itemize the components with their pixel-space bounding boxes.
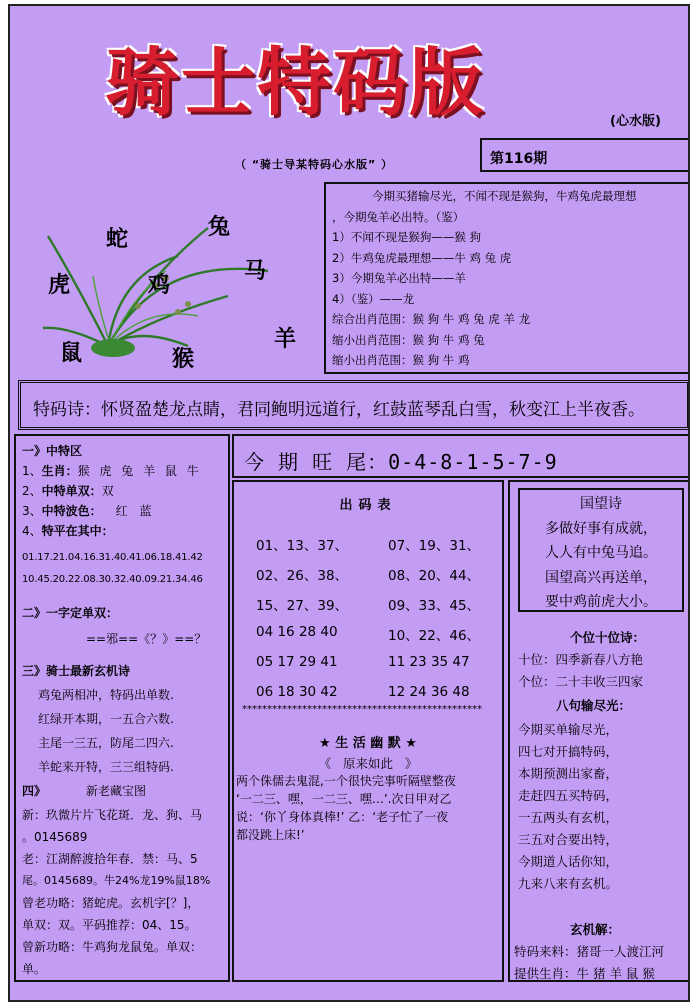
zone-item [22, 522, 114, 539]
guowang-poem-box [518, 488, 684, 612]
prediction-line: 4）（鉴）——龙 [332, 291, 415, 306]
eight-lines-line: 三五对合要出特， [518, 832, 619, 847]
star-divider: ************************************************ [242, 704, 482, 715]
prediction-line: 3）今期兔羊必出特——羊 [332, 271, 466, 285]
animal-goat: 羊 [274, 326, 297, 352]
special-code-poem-bar [18, 380, 690, 430]
zone-item-label: 中特单双： [41, 484, 102, 498]
number-cell: 05 17 29 41 [256, 654, 338, 670]
humor-title: ★ 生 活 幽 默 ★ [319, 736, 417, 751]
prediction-line: 缩小出肖范围：猴 狗 牛 鸡 [332, 353, 470, 367]
animal-snake: 蛇 [106, 226, 129, 252]
zone-item-num: 4、 [22, 524, 42, 538]
number-list: 01.17.21.04.16.31.40.41.06.18.41.42 [22, 552, 203, 563]
section-title-knight-poem: 三》骑士最新玄机诗 [22, 664, 131, 678]
lucky-tail-bar [232, 434, 690, 478]
newspaper-page [8, 4, 690, 1002]
animal-rat: 鼠 [60, 340, 83, 366]
treasure-map-title: 新老藏宝图 [86, 784, 147, 798]
prediction-line: 2）牛鸡兔虎最理想——牛 鸡 兔 虎 [332, 250, 512, 265]
eight-lines-line: 今期买单输尽光， [518, 722, 619, 737]
number-list: 10.45.20.22.08.30.32.40.09.21.34.46 [22, 574, 203, 585]
section-title-treasure-map [22, 782, 146, 799]
treasure-line: 曾老功略：猪蛇虎。玄机字[？]， [22, 896, 200, 910]
right-column [508, 480, 690, 982]
animal-rooster: 鸡 [148, 272, 171, 298]
humor-line: ‘一二三、嘿，一二三、嘿…’.次日甲对乙 [236, 792, 452, 806]
digits-poem-line: 个位：二十丰收三四家 [518, 674, 644, 689]
zone-item [22, 482, 114, 499]
zone-item-num: 2、 [22, 484, 42, 498]
eight-lines-line: 四七对开搞特码， [518, 744, 619, 759]
knight-poem-line: 主尾一三五，防尾二四六. [38, 736, 174, 750]
xuanji-line: 特码来料：猪哥一人渡江河 [514, 944, 665, 959]
zone-item-value: 红 蓝 [115, 504, 156, 518]
zone-item-value: 猴 虎 兔 羊 鼠 牛 [77, 464, 202, 478]
lucky-tail-digits: 今 期 旺 尾：0-4-8-1-5-7-9 [244, 450, 558, 474]
humor-line: 都没跳上床!’ [236, 828, 305, 842]
zone-item-value: 双 [101, 484, 114, 498]
prediction-line: 今期买猪输尽光，不闻不现是猴狗，牛鸡兔虎最理想 [372, 189, 637, 203]
issue-number: 第116期 [490, 151, 548, 167]
treasure-line: 尾。0145689。牛24%龙19%鼠18% [22, 874, 211, 887]
prediction-line: 综合出肖范围：猴 狗 牛 鸡 兔 虎 羊 龙 [332, 312, 531, 326]
xuanji-title: 玄机解： [570, 922, 621, 937]
animal-horse: 马 [244, 258, 267, 284]
treasure-line: 曾新功略：牛鸡狗龙鼠兔。单双： [22, 940, 203, 954]
guowang-poem-line: 多做好事有成就， [545, 520, 657, 537]
eight-lines-line: 一五两头有玄机， [518, 810, 619, 825]
digits-poem-title: 个位十位诗： [570, 630, 646, 645]
zone-item [22, 462, 202, 479]
zone-item-label: 特平在其中： [41, 524, 114, 538]
zone-item-label: 中特波色： [41, 504, 102, 518]
animal-tiger: 虎 [48, 272, 71, 298]
number-table-column [232, 480, 504, 982]
xuanji-line: 提供生肖：牛 猪 羊 鼠 猴 [514, 966, 655, 981]
zone-item-label: 生肖： [41, 464, 78, 478]
number-table-title: 出码表 [339, 498, 397, 513]
number-cell: 12 24 36 48 [388, 684, 470, 700]
special-code-poem: 特码诗：怀贤盈楚龙点睛，君同鲍明远道行，红鼓蓝琴乱白雪，秋变江上半夜香。 [33, 400, 645, 420]
guowang-poem-line: 人人有中兔马追。 [545, 545, 657, 561]
prediction-box [324, 182, 690, 374]
treasure-line: 老：江湖醉渡拾年春．禁：马、5 [22, 852, 198, 866]
left-column [14, 434, 230, 982]
humor-line: 说：‘你丫身体真棒!’ 乙：‘老子忙了一夜 [236, 810, 449, 824]
treasure-map-num: 四》 [22, 784, 47, 798]
prediction-line: ，今期兔羊必出特。（鉴） [332, 209, 465, 224]
number-cell: 01、13、37、 [256, 538, 349, 554]
eight-lines-title: 八句输尽光： [556, 698, 632, 713]
eight-lines-line: 走赶四五买特码， [518, 788, 619, 803]
eight-lines-line: 本期预测出家畜， [518, 766, 619, 781]
number-cell: 11 23 35 47 [388, 654, 470, 670]
eight-lines-line: 今期道人话你知， [518, 854, 619, 869]
animal-rabbit: 兔 [208, 214, 231, 240]
eight-lines-line: 九来八来有玄机。 [518, 876, 619, 891]
section-title-odd-even: 二》一字定单双： [22, 606, 119, 620]
section-title-special-zone: 一》中特区 [22, 444, 83, 458]
treasure-line: 。0145689 [22, 830, 88, 844]
humor-subtitle: 《 原来如此 》 [318, 756, 418, 771]
orchid-illustration [38, 216, 318, 376]
number-cell: 08、20、44、 [388, 568, 481, 584]
edition-label: (心水版) [610, 114, 661, 129]
number-cell: 10、22、46、 [388, 628, 481, 644]
number-cell: 09、33、45、 [388, 598, 481, 614]
knight-poem-line: 羊蛇来开特，三三组特码. [38, 760, 174, 774]
masthead-subtitle: （ “骑士导某特码心水版” ） [235, 158, 394, 171]
humor-line: 两个侏儒去鬼混,一个很快完事听隔壁整夜 [236, 774, 456, 788]
number-cell: 07、19、31、 [388, 538, 481, 554]
prediction-line: 缩小出肖范围：猴 狗 牛 鸡 兔 [332, 332, 485, 347]
number-cell: 02、26、38、 [256, 568, 349, 584]
digits-poem-line: 十位：四季新春八方艳 [518, 652, 644, 667]
number-cell: 04 16 28 40 [256, 624, 338, 640]
prediction-line: 1）不闻不现是猴狗——猴 狗 [332, 230, 481, 244]
zone-item [22, 502, 155, 519]
odd-even-riddle: ==邪==《？》==？ [86, 632, 207, 646]
issue-box [480, 138, 688, 172]
knight-poem-line: 红绿开本期，一五合六数. [38, 712, 174, 726]
guowang-poem-title: 国望诗 [580, 496, 622, 512]
zone-item-num: 3、 [22, 504, 42, 518]
zone-item-num: 1、 [22, 464, 42, 478]
number-cell: 06 18 30 42 [256, 684, 338, 700]
masthead-title: 骑士特码版 [105, 40, 485, 126]
treasure-line: 单双：双。平码推荐：04、15。 [22, 918, 197, 932]
knight-poem-line: 鸡兔两相冲，特码出单数. [38, 688, 174, 702]
number-cell: 15、27、39、 [256, 598, 349, 614]
guowang-poem-line: 国望高兴再送单， [545, 569, 657, 586]
treasure-line: 单。 [22, 962, 47, 976]
animal-monkey: 猴 [172, 346, 195, 372]
treasure-line: 新：玖微片片飞花斑．龙、狗、马 [22, 808, 203, 822]
guowang-poem-line: 要中鸡前虎大小。 [545, 594, 657, 610]
